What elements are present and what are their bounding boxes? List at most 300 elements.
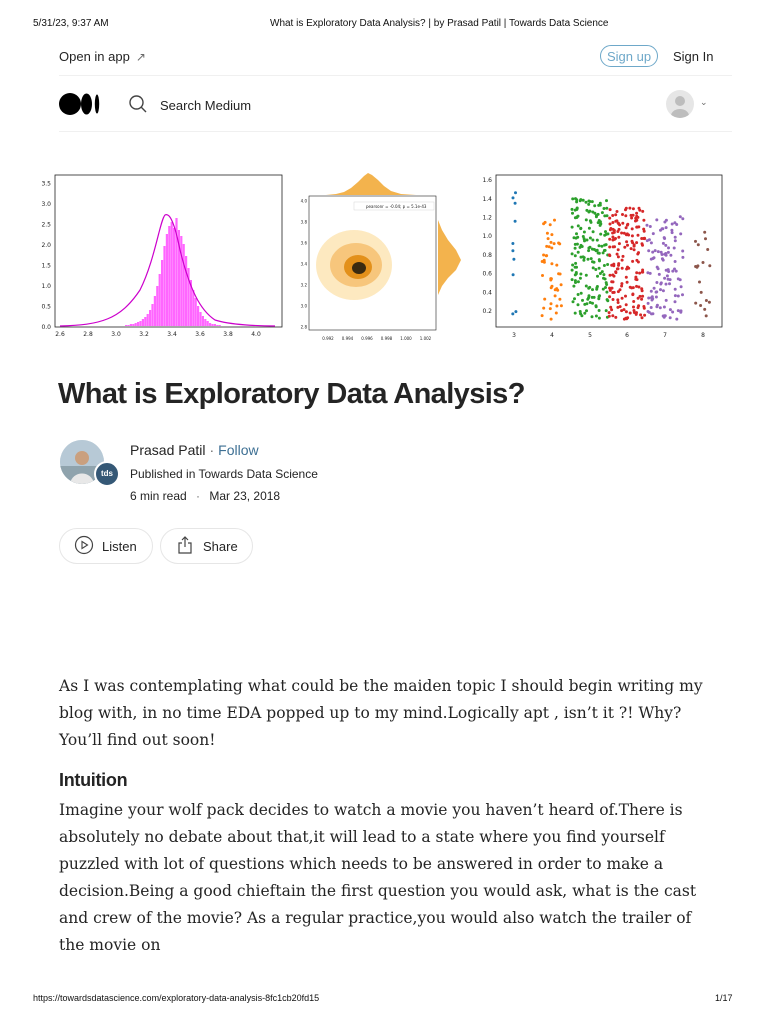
- swarm-point: [705, 299, 708, 302]
- swarm-point: [606, 298, 609, 301]
- swarm-point: [696, 266, 699, 269]
- swarm-point: [591, 211, 594, 214]
- histogram-bar: [135, 323, 137, 326]
- search-input[interactable]: Search Medium: [160, 98, 252, 113]
- swarm-point: [605, 309, 608, 312]
- swarm-point: [633, 248, 636, 251]
- swarm-point: [593, 248, 596, 251]
- swarm-point: [583, 312, 586, 315]
- tick-label: 3.2: [300, 282, 307, 288]
- swarm-point: [613, 291, 616, 294]
- swarm-point: [626, 244, 629, 247]
- swarm-point: [572, 285, 575, 288]
- swarm-point: [623, 308, 626, 311]
- swarm-point: [659, 283, 662, 286]
- swarm-point: [542, 307, 545, 310]
- swarm-point: [598, 294, 601, 297]
- swarm-point: [560, 283, 563, 286]
- swarm-point: [637, 306, 640, 309]
- swarm-point: [611, 287, 614, 290]
- listen-button[interactable]: [59, 528, 153, 564]
- swarm-point: [553, 242, 556, 245]
- swarm-point: [631, 293, 634, 296]
- swarm-point: [675, 318, 678, 321]
- swarm-point: [674, 294, 677, 297]
- swarm-point: [629, 286, 632, 289]
- swarm-point: [572, 300, 575, 303]
- swarm-point: [605, 291, 608, 294]
- swarm-point: [665, 226, 668, 229]
- swarm-point: [660, 251, 663, 254]
- swarm-point: [598, 219, 601, 222]
- swarm-point: [577, 303, 580, 306]
- swarm-point: [548, 245, 551, 248]
- swarm-point: [589, 301, 592, 304]
- swarm-point: [547, 237, 550, 240]
- tick-label: 1.2: [482, 214, 492, 222]
- swarm-point: [608, 246, 611, 249]
- swarm-point: [611, 314, 614, 317]
- swarm-point: [679, 311, 682, 314]
- tick-label: 4.0: [251, 331, 261, 338]
- swarm-point: [643, 237, 646, 240]
- swarm-point: [542, 222, 545, 225]
- tick-label: 3.4: [300, 261, 307, 267]
- swarm-point: [626, 266, 629, 269]
- swarm-point: [585, 274, 588, 277]
- swarm-point: [665, 269, 668, 272]
- swarm-point: [624, 295, 627, 298]
- swarm-point: [630, 217, 633, 220]
- tick-label: 0.4: [482, 289, 492, 297]
- swarm-point: [641, 295, 644, 298]
- histogram-bar: [202, 316, 204, 326]
- swarm-point: [641, 210, 644, 213]
- swarm-point: [545, 245, 548, 248]
- tick-label: 3.0: [300, 303, 307, 309]
- swarm-point: [625, 240, 628, 243]
- histogram-bar: [173, 228, 175, 326]
- swarm-point: [628, 207, 631, 210]
- swarm-point: [598, 244, 601, 247]
- swarm-point: [571, 252, 574, 255]
- swarm-point: [574, 262, 577, 265]
- histogram-bar: [207, 321, 209, 326]
- swarm-point: [574, 312, 577, 315]
- swarm-point: [667, 246, 670, 249]
- avatar[interactable]: [666, 90, 694, 118]
- tick-label: 8: [701, 332, 705, 339]
- swarm-point: [699, 304, 702, 307]
- histogram-bar: [168, 226, 170, 326]
- article-paragraph: As I was contemplating what could be the maiden topic I should begin writing my blog with, in no time EDA popped up to my mind.Logically apt , isn’t it ?! Why? You’ll find out soon!: [59, 677, 703, 749]
- swarm-point: [671, 223, 674, 226]
- author-line: [130, 442, 259, 458]
- swarm-point: [651, 312, 654, 315]
- swarm-point: [577, 280, 580, 283]
- swarm-point: [621, 297, 624, 300]
- swarm-point: [648, 238, 651, 241]
- swarm-point: [617, 222, 620, 225]
- swarm-point: [659, 306, 662, 309]
- histogram-bar: [183, 244, 185, 326]
- swarm-point: [673, 268, 676, 271]
- swarm-point: [594, 268, 597, 271]
- share-button[interactable]: [160, 528, 253, 564]
- swarm-point: [549, 223, 552, 226]
- swarm-point: [514, 191, 517, 194]
- swarm-point: [514, 220, 517, 223]
- tick-label: 3.2: [139, 331, 149, 338]
- swarm-point: [632, 207, 635, 210]
- swarm-point: [550, 318, 553, 321]
- histogram-bar: [149, 310, 151, 326]
- swarm-point: [614, 213, 617, 216]
- swarm-point: [555, 264, 558, 267]
- tick-label: 3.5: [41, 180, 51, 188]
- swarm-point: [592, 266, 595, 269]
- swarm-point: [639, 313, 642, 316]
- swarm-point: [608, 238, 611, 241]
- swarm-point: [583, 239, 586, 242]
- swarm-point: [574, 197, 577, 200]
- swarm-point: [550, 302, 553, 305]
- tick-label: 3.6: [300, 240, 307, 246]
- swarm-point: [571, 278, 574, 281]
- swarm-point: [637, 234, 640, 237]
- swarm-point: [613, 238, 616, 241]
- swarm-point: [575, 266, 578, 269]
- tick-label: 3.8: [223, 331, 233, 338]
- swarm-point: [603, 264, 606, 267]
- publication-badge[interactable]: tds: [94, 461, 120, 487]
- tick-label: 3.8: [300, 219, 307, 225]
- swarm-point: [637, 251, 640, 254]
- swarm-point: [635, 219, 638, 222]
- swarm-point: [650, 296, 653, 299]
- swarm-point: [609, 274, 612, 277]
- swarm-point: [605, 207, 608, 210]
- swarm-point: [571, 208, 574, 211]
- swarm-point: [640, 298, 643, 301]
- swarm-point: [612, 280, 615, 283]
- medium-logo-icon[interactable]: [59, 92, 101, 116]
- swarm-point: [555, 312, 558, 315]
- swarm-point: [550, 262, 553, 265]
- hero-jointplot-image: [296, 170, 471, 345]
- swarm-point: [634, 276, 637, 279]
- swarm-point: [698, 281, 701, 284]
- swarm-point: [625, 276, 628, 279]
- swarm-point: [647, 249, 650, 252]
- swarm-point: [651, 251, 654, 254]
- swarm-point: [681, 250, 684, 253]
- swarm-point: [655, 218, 658, 221]
- swarm-point: [657, 250, 660, 253]
- tick-label: 0.2: [482, 308, 492, 315]
- tick-label: 0.992: [322, 336, 334, 341]
- tick-label: 0.998: [380, 336, 393, 341]
- swarm-point: [571, 269, 574, 272]
- swarm-point: [649, 225, 652, 228]
- article-paragraph: Imagine your wolf pack decides to watch a movie you haven’t heard of.There is absolutely no debate about that,it will lead to a state where you find yourself puzzled with lot of questions which needs to be answered in order to make a decision.Being a good chieftain the first question you would ask, what is the cast and crew of the movie? As a regular practice,you would also watch the trailer of the movie on: [59, 801, 697, 954]
- swarm-point: [591, 315, 594, 318]
- histogram-bar: [192, 290, 194, 326]
- swarm-point: [681, 256, 684, 259]
- swarm-point: [669, 254, 672, 257]
- histogram-bar: [195, 298, 197, 326]
- swarm-point: [677, 277, 680, 280]
- swarm-point: [631, 260, 634, 263]
- histogram-bar: [139, 321, 141, 326]
- hero-histogram-image: [30, 170, 292, 345]
- swarm-point: [611, 221, 614, 224]
- histogram-bar: [166, 234, 168, 326]
- swarm-point: [579, 312, 582, 315]
- swarm-point: [587, 211, 590, 214]
- swarm-point: [617, 267, 620, 270]
- histogram-bar: [216, 325, 218, 326]
- swarm-point: [625, 303, 628, 306]
- histogram-bar: [125, 325, 127, 326]
- swarm-point: [579, 199, 582, 202]
- tick-label: 0.5: [41, 303, 51, 311]
- swarm-point: [587, 287, 590, 290]
- swarm-point: [620, 282, 623, 285]
- swarm-point: [604, 249, 607, 252]
- swarm-point: [704, 237, 707, 240]
- swarm-point: [681, 217, 684, 220]
- histogram-bar: [171, 222, 173, 326]
- listen-label: Listen: [102, 538, 137, 554]
- swarm-point: [550, 286, 553, 289]
- swarm-point: [606, 232, 609, 235]
- swarm-point: [697, 243, 700, 246]
- article-meta: [130, 489, 280, 503]
- swarm-point: [708, 264, 711, 267]
- follow-button[interactable]: Follow: [218, 442, 259, 458]
- swarm-point: [595, 315, 598, 318]
- swarm-point: [633, 311, 636, 314]
- swarm-point: [579, 273, 582, 276]
- swarm-point: [708, 301, 711, 304]
- swarm-point: [694, 240, 697, 243]
- swarm-point: [511, 249, 514, 252]
- swarm-point: [574, 281, 577, 284]
- tick-label: 0.994: [341, 336, 354, 341]
- swarm-point: [603, 207, 606, 210]
- swarm-point: [579, 277, 582, 280]
- histogram-bar: [137, 322, 139, 326]
- swarm-point: [601, 211, 604, 214]
- swarm-point: [669, 316, 672, 319]
- swarm-point: [591, 200, 594, 203]
- swarm-point: [626, 223, 629, 226]
- author-name[interactable]: Prasad Patil: [130, 442, 206, 458]
- swarm-point: [630, 247, 633, 250]
- swarm-point: [643, 230, 646, 233]
- tick-label: 5: [588, 332, 592, 339]
- swarm-point: [706, 248, 709, 251]
- x-tick-labels: [55, 331, 261, 338]
- tick-label: 4: [550, 332, 554, 339]
- swarm-point: [587, 200, 590, 203]
- tick-label: 6: [625, 332, 629, 339]
- swarm-point: [663, 306, 666, 309]
- swarm-point: [550, 241, 553, 244]
- swarm-point: [624, 214, 627, 217]
- swarm-point: [694, 302, 697, 305]
- swarm-point: [657, 267, 660, 270]
- swarm-point: [606, 263, 609, 266]
- tick-label: 1.0: [482, 233, 492, 241]
- swarm-point: [605, 281, 608, 284]
- swarm-point: [587, 203, 590, 206]
- swarm-point: [591, 288, 594, 291]
- histogram-bar: [204, 319, 206, 326]
- swarm-point: [617, 255, 620, 258]
- histogram-bar: [185, 256, 187, 326]
- histogram-bar: [159, 274, 161, 326]
- published-in[interactable]: Published in Towards Data Science: [130, 467, 318, 481]
- swarm-point: [575, 232, 578, 235]
- y-tick-labels: [41, 181, 51, 332]
- hexbin-cloud: [316, 230, 392, 300]
- swarm-point: [700, 291, 703, 294]
- tick-label: 3: [512, 332, 516, 339]
- sign-up-button[interactable]: Sign up: [600, 45, 658, 67]
- swarm-point: [598, 309, 601, 312]
- tick-label: 3.0: [41, 201, 51, 208]
- swarm-point: [655, 290, 658, 293]
- swarm-point: [641, 316, 644, 319]
- tick-label: 2.8: [300, 324, 307, 330]
- swarm-point: [577, 224, 580, 227]
- divider: [59, 75, 732, 76]
- swarm-point: [541, 274, 544, 277]
- swarm-point: [598, 259, 601, 262]
- swarm-point: [655, 281, 658, 284]
- swarm-point: [599, 233, 602, 236]
- tick-label: 1.002: [419, 336, 432, 341]
- swarm-point: [650, 241, 653, 244]
- swarm-point: [596, 239, 599, 242]
- histogram-bar: [197, 306, 199, 326]
- swarm-point: [603, 244, 606, 247]
- sign-in-link[interactable]: Sign In: [673, 49, 714, 64]
- histogram-bar: [156, 286, 158, 326]
- top-marginal-histogram: [326, 173, 416, 195]
- swarm-point: [625, 226, 628, 229]
- swarm-point: [641, 244, 644, 247]
- histogram-bar: [132, 324, 134, 326]
- swarm-point: [574, 247, 577, 250]
- swarm-point: [641, 289, 644, 292]
- swarm-point: [618, 242, 621, 245]
- swarm-point: [661, 227, 664, 230]
- swarm-point: [556, 289, 559, 292]
- swarm-point: [613, 245, 616, 248]
- tick-label: 3.4: [167, 331, 177, 338]
- histogram-bar: [199, 312, 201, 326]
- x-tick-labels: [322, 336, 431, 341]
- swarm-point: [583, 231, 586, 234]
- swarm-point: [580, 292, 583, 295]
- swarm-point: [643, 314, 646, 317]
- swarm-point: [575, 272, 578, 275]
- swarm-point: [617, 236, 620, 239]
- swarm-point: [582, 259, 585, 262]
- swarm-point: [636, 226, 639, 229]
- swarm-point: [604, 230, 607, 233]
- tick-label: 1.5: [41, 262, 51, 270]
- tick-label: 3.0: [111, 331, 121, 338]
- tick-label: 1.4: [482, 195, 492, 203]
- swarm-point: [608, 295, 611, 298]
- swarm-point: [669, 278, 672, 281]
- jointplot-legend: pearsonr = -0.04; p = 5.1e-43: [366, 204, 427, 209]
- swarm-point: [577, 293, 580, 296]
- swarm-point: [541, 314, 544, 317]
- swarm-point: [591, 239, 594, 242]
- read-time: 6 min read: [130, 489, 187, 503]
- swarm-point: [616, 210, 619, 213]
- swarm-point: [595, 286, 598, 289]
- swarm-point: [663, 253, 666, 256]
- swarm-point: [646, 224, 649, 227]
- swarm-point: [625, 317, 628, 320]
- print-page-number: 1/17: [715, 993, 733, 1003]
- swarm-point: [588, 294, 591, 297]
- histogram-bar: [154, 296, 156, 326]
- swarm-point: [553, 219, 556, 222]
- swarm-point: [652, 232, 655, 235]
- swarm-point: [549, 307, 552, 310]
- swarm-point: [626, 281, 629, 284]
- swarm-point: [559, 273, 562, 276]
- swarm-point: [629, 312, 632, 315]
- open-in-app-link[interactable]: [59, 49, 146, 64]
- chevron-down-icon[interactable]: ⌄: [700, 97, 708, 107]
- swarm-point: [589, 237, 592, 240]
- swarm-point: [674, 288, 677, 291]
- print-footer-url: https://towardsdatascience.com/exploratory-data-analysis-8fc1cb20fd15: [33, 993, 320, 1003]
- swarm-point: [635, 241, 638, 244]
- swarm-point: [617, 301, 620, 304]
- hero-swarmplot-image: [472, 170, 734, 345]
- swarm-point: [598, 267, 601, 270]
- swarm-point: [647, 297, 650, 300]
- swarm-point: [581, 299, 584, 302]
- swarm-point: [575, 237, 578, 240]
- swarm-point: [616, 298, 619, 301]
- search-bar[interactable]: [128, 94, 251, 117]
- swarm-point: [619, 305, 622, 308]
- swarm-point: [585, 201, 588, 204]
- tick-label: 4.0: [300, 198, 307, 204]
- swarm-point: [600, 245, 603, 248]
- swarm-point: [703, 308, 706, 311]
- swarm-point: [602, 273, 605, 276]
- swarm-point: [555, 305, 558, 308]
- tick-label: 2.6: [55, 331, 65, 338]
- swarm-point: [611, 274, 614, 277]
- swarm-point: [647, 302, 650, 305]
- separator-dot: ·: [196, 489, 201, 503]
- swarm-point: [591, 296, 594, 299]
- swarm-point: [580, 244, 583, 247]
- swarm-point: [571, 226, 574, 229]
